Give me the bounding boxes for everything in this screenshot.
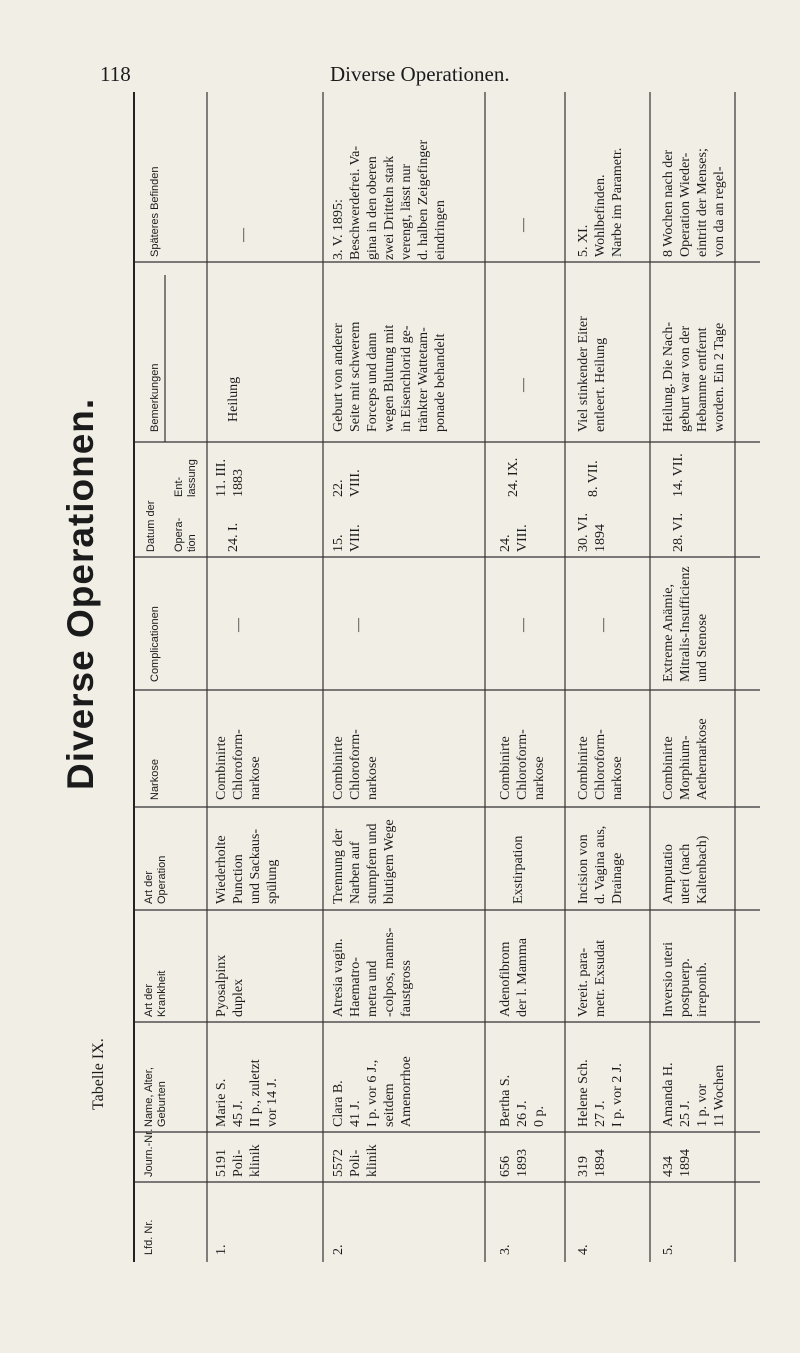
row3-krankheit: Adenofibrom der l. Mamma bbox=[498, 938, 530, 1017]
row2-datum-ent: 22. VIII. bbox=[331, 469, 363, 497]
row4-journal: 319 1894 bbox=[576, 1149, 608, 1177]
row5-bemerkungen: Heilung. Die Nach- geburt war von der Hebamme entfernt worden. Ein 2 Tage bbox=[661, 321, 727, 432]
row1-befinden: — bbox=[236, 228, 251, 242]
table-label: Tabelle IX. bbox=[90, 1038, 107, 1110]
row3-complicationen: — bbox=[516, 618, 531, 632]
row3-nr: 3. bbox=[498, 1244, 513, 1255]
header-narkose: Narkose bbox=[149, 759, 161, 800]
row2-operation: Trennung der Narben auf stumpfem und blutigem Wege bbox=[331, 819, 397, 904]
row1-datum-op: 24. I. bbox=[226, 522, 241, 552]
table-frame bbox=[133, 92, 760, 1262]
row4-krankheit: Vereit. para- metr. Exsudat bbox=[576, 940, 608, 1017]
header-name: Name, Alter, Geburten bbox=[143, 1067, 168, 1127]
row1-narkose: Combinirte Chloroform- narkose bbox=[214, 729, 263, 800]
running-title: Diverse Operationen. bbox=[330, 62, 510, 86]
row1-krankheit: Pyosalpinx duplex bbox=[214, 954, 246, 1017]
header-bemerkungen: Bemerkungen bbox=[149, 363, 161, 432]
row1-complicationen: — bbox=[231, 618, 246, 632]
row5-name: Amanda H. 25 J. 1 p. vor 11 Wochen bbox=[661, 1062, 727, 1127]
row3-bemerkungen: — bbox=[516, 378, 531, 392]
row4-bemerkungen: Viel stinkender Eiter entleert. Heilung bbox=[576, 316, 608, 432]
header-operation: Art der Operation bbox=[143, 855, 168, 904]
row4-nr: 4. bbox=[576, 1244, 591, 1255]
row2-nr: 2. bbox=[331, 1244, 346, 1255]
row4-datum-ent: 8. VII. bbox=[586, 460, 601, 497]
header-journal: Journ.-Nr. bbox=[143, 1128, 155, 1177]
row1-operation: Wiederholte Punction und Sackaus- spülung bbox=[214, 828, 280, 904]
header-datum-op: Opera- tion bbox=[173, 517, 198, 552]
row3-datum-ent: 24. IX. bbox=[506, 457, 521, 497]
row5-narkose: Combinirte Morphium- Aethernarkose bbox=[661, 718, 710, 800]
row2-narkose: Combinirte Chloroform- narkose bbox=[331, 729, 380, 800]
row5-complicationen: Extreme Anämie, Mitralis-Insufficienz und Stenose bbox=[661, 566, 710, 682]
row2-complicationen: — bbox=[351, 618, 366, 632]
header-krankheit: Art der Krankheit bbox=[143, 970, 168, 1017]
row3-befinden: — bbox=[516, 218, 531, 232]
row4-datum-op: 30. VI. 1894 bbox=[576, 512, 608, 552]
row3-name: Bertha S. 26 J. 0 p. bbox=[498, 1074, 547, 1127]
row1-journal: 5191 Poli- klinik bbox=[214, 1144, 263, 1177]
row2-datum-op: 15. VIII. bbox=[331, 524, 363, 552]
header-datum: Datum der bbox=[145, 500, 157, 552]
row1-bemerkungen: Heilung bbox=[226, 376, 241, 422]
header-lfd: Lfd. Nr. bbox=[143, 1219, 155, 1255]
row5-krankheit: Inversio uteri postpuerp. irreponib. bbox=[661, 941, 710, 1017]
header-complicationen: Complicationen bbox=[149, 606, 161, 682]
row4-complicationen: — bbox=[596, 618, 611, 632]
row2-bemerkungen: Geburt von anderer Seite mit schwerem Forceps und dann wegen Blutung mit in Eisenchlorid ge- tränkter Wattetam- ponade behandelt bbox=[331, 321, 448, 432]
row3-journal: 656 1893 bbox=[498, 1149, 530, 1177]
row1-name: Marie S. 45 J. II p., zuletzt vor 14 J. bbox=[214, 1059, 280, 1127]
page-number: 118 bbox=[100, 62, 131, 86]
header-datum-ent: Ent- lassung bbox=[173, 459, 198, 497]
row3-operation: Exstirpation bbox=[511, 835, 526, 904]
row3-datum-op: 24. VIII. bbox=[498, 524, 530, 552]
row5-journal: 434 1894 bbox=[661, 1149, 693, 1177]
row5-befinden: 8 Wochen nach der Operation Wieder- eintritt der Menses; von da an regel- bbox=[661, 148, 727, 257]
table-title: Diverse Operationen. bbox=[60, 397, 101, 790]
row2-journal: 5572 Poli- klinik bbox=[331, 1144, 380, 1177]
row5-datum-ent: 14. VII. bbox=[671, 453, 686, 497]
row3-narkose: Combinirte Chloroform- narkose bbox=[498, 729, 547, 800]
row5-datum-op: 28. VI. bbox=[671, 512, 686, 552]
row4-befinden: 5. XI. Wohlbefinden. Narbe im Parametr. bbox=[576, 147, 625, 257]
header-befinden: Späteres Befinden bbox=[149, 166, 161, 257]
row2-name: Clara B. 41 J. I p. vor 6 J., seitdem Amenorrhoe bbox=[331, 1056, 414, 1127]
row4-narkose: Combinirte Chloroform- narkose bbox=[576, 729, 625, 800]
row4-name: Helene Sch. 27 J. I p. vor 2 J. bbox=[576, 1059, 625, 1127]
row1-datum-ent: 11. III. 1883 bbox=[214, 459, 246, 497]
row5-nr: 5. bbox=[661, 1244, 676, 1255]
row5-operation: Amputatio uteri (nach Kaltenbach) bbox=[661, 835, 710, 904]
row1-nr: 1. bbox=[214, 1244, 229, 1255]
row2-krankheit: Atresia vagin. Haematro- metra und -colpos, manns- faustgross bbox=[331, 927, 414, 1017]
row2-befinden: 3. V. 1895: Beschwerdefrei. Va- gina in den oberen zwei Dritteln stark verengt, lässt nur d. halben Zeigefinger eindringen bbox=[331, 139, 448, 260]
row4-operation: Incision von d. Vagina aus, Drainage bbox=[576, 825, 625, 904]
